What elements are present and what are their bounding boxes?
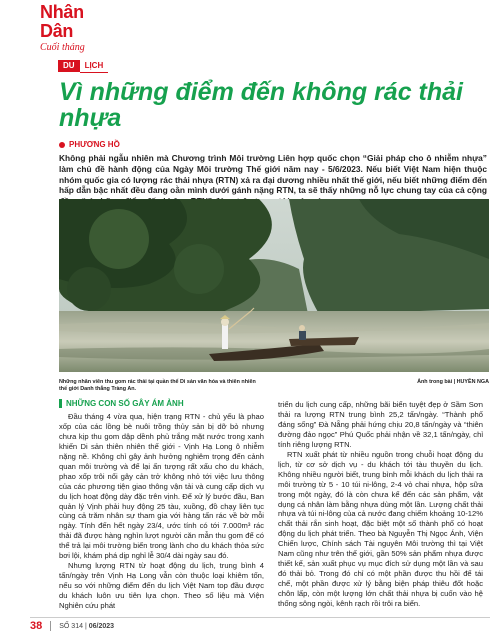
paragraph: Đầu tháng 4 vừa qua, hiện trạng RTN - chủ yếu là phao xốp của các lồng bè nuôi trồng thủy sản bị dỡ bỏ nhưng chưa kịp thu gom dập dềnh phủ trắng mặt nước trong xanh khiến Di sản thiên nhiên thế giới - Vịnh Hạ Long ô nhiễm nặng nề. Không chỉ gây ảnh hưởng nghiêm trọng đến cảnh quan môi trường và để lại ấn tượng rất xấu cho du khách, phao xốp trôi nổi gây cản trở không nhỏ tới việc lưu thông của các phương tiện giao thông vận tải và cung cấp dịch vụ du lịch hoạt động dày đặc trên vịnh. Để xử lý bước đầu, Ban quản lý Vịnh phải huy động 25 tàu, xuồng, đồ chạy liên tục cùng cả trăm nhân sự tham gia với hàng tấn rác về bờ mỗi ngày. Tính đến hết ngày 23/4, ước tính có tới 7.000m³ rác thải đã được hàng nghìn lượt người căn mẫn thu gom để có thể trả lại môi trường biển trong lành cho du khách thỏa sức bơi lội, khám phá dịp nghỉ lễ 30/4 dài ngày sau đó. <box>59 411 264 561</box>
article-author <box>59 140 120 149</box>
author-name: PHƯƠNG HỒ <box>69 140 120 149</box>
issue-number: SỐ 314 <box>59 622 83 630</box>
section-tag-primary: DU <box>58 60 80 72</box>
page-number: 38 <box>30 620 43 632</box>
footer-separator <box>50 621 51 631</box>
author-bullet-icon <box>59 142 65 148</box>
subheading-text: NHỮNG CON SỐ GÂY ÁM ẢNH <box>66 399 184 408</box>
article-column-1 <box>59 399 264 611</box>
photo-caption: Những nhân viên thu gom rác thải tại quần thể Di sản văn hóa và thiên nhiên thế giới Danh thắng Tràng An. <box>59 379 256 392</box>
masthead-name: Nhân Dân <box>40 2 84 41</box>
masthead-logo <box>40 3 116 53</box>
paragraph: triển du lịch cung cấp, những bãi biển tuyệt đẹp ở Sầm Sơn thải ra lượng RTN trung bình 25,2 tấn/ngày. “Thành phố đáng sống” Đà Nẵng phải hứng chịu 20,8 tấn/ngày và “thiên đường đảo ngọc” Phú Quốc phải nhận về 32,1 tấn/ngày, chỉ tính riêng lượng RTN. <box>278 400 483 449</box>
footer-divider <box>30 617 490 618</box>
paragraph: Nhưng lượng RTN từ hoạt động du lịch, trung bình 4 tấn/ngày trên Vịnh Hạ Long vẫn còn thuộc loại khiêm tốn, nếu so với những điểm đến du lịch Việt Nam top đầu được du khách luôn ưu tiên lựa chọn. Theo số liệu mà Viện Nghiên cứu phát <box>59 561 264 611</box>
article-title: Vì những điểm đến không rác thải nhựa <box>59 78 463 132</box>
photo-credit: Ảnh trong bài | HUYỀN NGA <box>417 379 489 385</box>
article-subheading <box>59 399 264 409</box>
issue-info: SỐ 314 | 06/2023 <box>59 622 115 630</box>
river-boat-illustration <box>59 199 489 372</box>
subheading-bar-icon <box>59 399 62 408</box>
section-tag-secondary: LỊCH <box>80 60 109 73</box>
article-lead: Không phải ngẫu nhiên mà Chương trình Môi trường Liên hợp quốc chọn “Giải pháp cho ô nhiễm nhựa” làm chủ đề hành động của Ngày Môi trường Thế giới năm nay - 5/6/2023. Nếu biết Việt Nam hiện thuộc nhóm quốc gia có lượng rác thải nhựa (RTN) xả ra đại dương nhiều nhất thế giới, nếu biết những điểm đến hấp dẫn bậc nhất đều đang oằn mình dưới gánh nặng RTN, ta sẽ thấy những nỗ lực chung tay của cả cộng <box>59 153 487 196</box>
article-column-2 <box>278 400 483 609</box>
paragraph: RTN xuất phát từ nhiều nguồn trong chuỗi hoạt động du lịch, từ cơ sở dịch vụ - du khách tới tàu thuyền du lịch. Không nhiều người biết, trung bình mỗi khách du lịch thải ra môi trường từ 5 - 10 túi ni-lông, 2-4 vỏ chai nhựa, hộp sữa trong một ngày, đó là còn chưa kể đến các sản phẩm, vật dụng cá nhân làm bằng nhựa dùng một lần. Lượng chất thải nhựa và túi ni-lông của cả nước đang chiếm khoảng 10-12% chất thải rắn sinh hoạt, đặc biệt một số thành phố có hoạt động du lịch phát triển. Theo bà Nguyễn Thị Ngọc Ánh, Viện Chiến lược, Chính sách Tài nguyên Môi trường thì tại Việt Nam cũng như trên thế giới, gần 50% sản phẩm nhựa được thiết kế, sản xuất phục vụ mục đích sử dụng một lần và sau đó thải bỏ. Trong đó chỉ có một phần được thu hồi để tái chế, một phần được xử lý bằng biện pháp thiêu đốt hoặc chôn lấp, còn một lượng lớn chất thải nhựa bị cuốn vào hệ thống sông ngòi, kênh rạch rồi trôi ra biển. <box>278 449 483 609</box>
section-tag <box>58 60 108 72</box>
masthead-subtitle: Cuối tháng <box>40 42 85 53</box>
article-photo <box>59 199 489 372</box>
issue-date: 06/2023 <box>88 622 115 630</box>
page-footer <box>30 620 114 632</box>
